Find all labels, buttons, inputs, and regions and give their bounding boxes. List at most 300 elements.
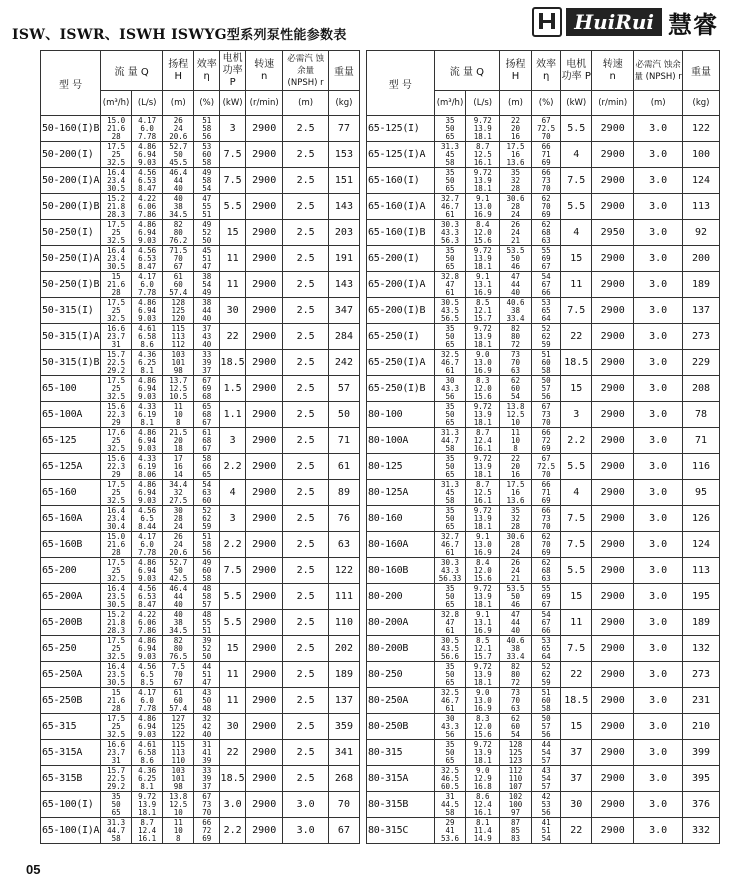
head-cell: 87 85 83 [500, 818, 532, 844]
power-cell: 37 [561, 740, 592, 766]
speed-cell: 2900 [592, 376, 634, 402]
npsh-cell: 3.0 [634, 220, 683, 246]
flow-ls-cell: 4.86 6.94 9.03 [132, 142, 163, 168]
speed-cell: 2900 [592, 324, 634, 350]
table-row [367, 714, 720, 740]
power-cell: 5.5 [220, 610, 246, 636]
speed-cell: 2900 [246, 818, 283, 844]
weight-cell: 189 [328, 662, 359, 688]
model-cell: 80-315B [367, 792, 435, 818]
speed-cell: 2900 [592, 168, 634, 194]
speed-cell: 2900 [592, 246, 634, 272]
head-cell: 103 101 98 [163, 766, 194, 792]
model-cell: 65-315A [41, 740, 101, 766]
col-speed: 转速 n [246, 51, 283, 91]
efficiency-cell: 33 39 37 [194, 350, 220, 376]
power-cell: 3.0 [220, 792, 246, 818]
table-row [367, 324, 720, 350]
npsh-cell: 2.5 [283, 636, 329, 662]
table-row [367, 142, 720, 168]
table-row [41, 324, 360, 350]
model-cell: 80-315A [367, 766, 435, 792]
unit-ls: (L/s) [466, 91, 500, 116]
weight-cell: 210 [682, 714, 719, 740]
npsh-cell: 3.0 [634, 298, 683, 324]
table-row [41, 636, 360, 662]
power-cell: 4 [220, 480, 246, 506]
efficiency-cell: 44 51 47 [194, 662, 220, 688]
power-cell: 22 [220, 324, 246, 350]
head-cell: 17 16 14 [163, 454, 194, 480]
weight-cell: 341 [328, 740, 359, 766]
model-cell: 65-100A [41, 402, 101, 428]
flow-ls-cell: 4.86 6.94 9.03 [132, 220, 163, 246]
head-cell: 127 125 122 [163, 714, 194, 740]
head-cell: 62 60 54 [500, 376, 532, 402]
head-cell: 26 24 20.6 [163, 532, 194, 558]
efficiency-cell: 67 72.5 70 [531, 454, 561, 480]
efficiency-cell: 53 65 64 [531, 636, 561, 662]
speed-cell: 2900 [246, 636, 283, 662]
model-cell: 65-125A [41, 454, 101, 480]
model-cell: 80-200B [367, 636, 435, 662]
npsh-cell: 2.5 [283, 454, 329, 480]
table-row [41, 116, 360, 142]
power-cell: 11 [561, 610, 592, 636]
flow-m3h-cell: 35 50 65 [434, 506, 466, 532]
head-cell: 73 70 63 [500, 350, 532, 376]
efficiency-cell: 44 54 57 [531, 740, 561, 766]
flow-m3h-cell: 17.6 25 32.5 [101, 428, 132, 454]
efficiency-cell: 62 68 63 [531, 558, 561, 584]
table-row [367, 740, 720, 766]
col-head: 扬程 H [500, 51, 532, 91]
weight-cell: 347 [328, 298, 359, 324]
power-cell: 15 [561, 376, 592, 402]
flow-m3h-cell: 15 21.6 28 [101, 688, 132, 714]
flow-ls-cell: 8.3 12.0 15.6 [466, 376, 500, 402]
flow-ls-cell: 4.22 6.06 7.86 [132, 194, 163, 220]
efficiency-cell: 58 66 65 [194, 454, 220, 480]
flow-m3h-cell: 31.3 44.7 58 [434, 428, 466, 454]
efficiency-cell: 38 54 49 [194, 272, 220, 298]
flow-m3h-cell: 17.5 25 32.5 [101, 636, 132, 662]
weight-cell: 395 [682, 766, 719, 792]
speed-cell: 2900 [592, 766, 634, 792]
flow-ls-cell: 4.86 6.94 9.03 [132, 480, 163, 506]
model-cell: 50-200(I)A [41, 168, 101, 194]
power-cell: 1.5 [220, 376, 246, 402]
speed-cell: 2900 [246, 428, 283, 454]
speed-cell: 2900 [246, 506, 283, 532]
flow-ls-cell: 9.1 13.1 16.9 [466, 610, 500, 636]
npsh-cell: 2.5 [283, 506, 329, 532]
table-row [41, 792, 360, 818]
flow-m3h-cell: 17.5 25 32.5 [101, 376, 132, 402]
head-cell: 102 100 97 [500, 792, 532, 818]
model-cell: 50-250(I)B [41, 272, 101, 298]
speed-cell: 2900 [246, 740, 283, 766]
speed-cell: 2900 [246, 272, 283, 298]
weight-cell: 89 [328, 480, 359, 506]
speed-cell: 2900 [592, 480, 634, 506]
weight-cell: 100 [682, 142, 719, 168]
flow-ls-cell: 8.7 12.4 16.1 [466, 428, 500, 454]
model-cell: 65-200(I)A [367, 272, 435, 298]
npsh-cell: 3.0 [634, 532, 683, 558]
flow-m3h-cell: 31.3 45 58 [434, 480, 466, 506]
table-row [41, 220, 360, 246]
power-cell: 7.5 [220, 142, 246, 168]
power-cell: 5.5 [561, 558, 592, 584]
head-cell: 30.6 28 24 [500, 532, 532, 558]
weight-cell: 124 [682, 168, 719, 194]
model-cell: 50-315(I)B [41, 350, 101, 376]
flow-ls-cell: 9.72 13.9 18.1 [466, 506, 500, 532]
flow-ls-cell: 8.7 12.5 16.1 [466, 142, 500, 168]
head-cell: 103 101 98 [163, 350, 194, 376]
weight-cell: 78 [682, 402, 719, 428]
flow-ls-cell: 4.56 6.53 8.47 [132, 168, 163, 194]
model-cell: 80-160 [367, 506, 435, 532]
model-cell: 65-200(I) [367, 246, 435, 272]
model-cell: 65-200 [41, 558, 101, 584]
power-cell: 22 [561, 324, 592, 350]
speed-cell: 2900 [246, 766, 283, 792]
efficiency-cell: 49 52 50 [194, 220, 220, 246]
model-cell: 80-200A [367, 610, 435, 636]
npsh-cell: 3.0 [634, 506, 683, 532]
flow-ls-cell: 9.72 13.9 18.1 [466, 454, 500, 480]
flow-ls-cell: 8.1 11.4 14.9 [466, 818, 500, 844]
weight-cell: 143 [328, 194, 359, 220]
speed-cell: 2900 [246, 298, 283, 324]
model-cell: 80-125A [367, 480, 435, 506]
weight-cell: 273 [682, 324, 719, 350]
table-row [367, 558, 720, 584]
table-row [41, 480, 360, 506]
weight-cell: 70 [328, 792, 359, 818]
model-cell: 65-160(I)A [367, 194, 435, 220]
power-cell: 18.5 [220, 766, 246, 792]
flow-m3h-cell: 16.6 23.7 31 [101, 324, 132, 350]
weight-cell: 195 [682, 584, 719, 610]
flow-ls-cell: 4.86 6.94 9.03 [132, 428, 163, 454]
efficiency-cell: 62 70 69 [531, 194, 561, 220]
efficiency-cell: 51 58 56 [194, 532, 220, 558]
flow-ls-cell: 4.17 6.0 7.78 [132, 688, 163, 714]
flow-m3h-cell: 35 50 65 [434, 168, 466, 194]
efficiency-cell: 33 39 37 [194, 766, 220, 792]
flow-m3h-cell: 30 43.3 56 [434, 376, 466, 402]
power-cell: 4 [561, 220, 592, 246]
weight-cell: 359 [328, 714, 359, 740]
npsh-cell: 3.0 [634, 766, 683, 792]
model-cell: 65-160(I) [367, 168, 435, 194]
efficiency-cell: 51 60 58 [531, 350, 561, 376]
head-cell: 40.6 38 33.4 [500, 298, 532, 324]
efficiency-cell: 67 69 68 [194, 376, 220, 402]
flow-ls-cell: 4.17 6.0 7.78 [132, 272, 163, 298]
weight-cell: 61 [328, 454, 359, 480]
power-cell: 2.2 [220, 818, 246, 844]
head-cell: 52.7 50 42.5 [163, 558, 194, 584]
flow-ls-cell: 8.5 12.1 15.7 [466, 298, 500, 324]
efficiency-cell: 48 55 51 [194, 610, 220, 636]
efficiency-cell: 67 73 70 [531, 402, 561, 428]
flow-ls-cell: 9.72 13.9 18.1 [466, 662, 500, 688]
efficiency-cell: 50 57 56 [531, 714, 561, 740]
table-row [367, 454, 720, 480]
table-row [41, 714, 360, 740]
power-cell: 15 [561, 246, 592, 272]
title-suffix: 型系列泵性能参数表 [226, 28, 347, 43]
flow-m3h-cell: 32.7 46.7 61 [434, 194, 466, 220]
weight-cell: 202 [328, 636, 359, 662]
col-flow: 流 量 Q [101, 51, 163, 91]
model-cell: 80-315C [367, 818, 435, 844]
unit-m: (m) [500, 91, 532, 116]
head-cell: 13.7 12.5 10.5 [163, 376, 194, 402]
weight-cell: 124 [682, 532, 719, 558]
flow-ls-cell: 8.5 12.1 15.7 [466, 636, 500, 662]
npsh-cell: 3.0 [634, 714, 683, 740]
npsh-cell: 2.5 [283, 168, 329, 194]
flow-ls-cell: 9.72 13.9 18.1 [466, 740, 500, 766]
model-cell: 80-250B [367, 714, 435, 740]
power-cell: 7.5 [561, 636, 592, 662]
flow-m3h-cell: 32.5 46.7 61 [434, 688, 466, 714]
unit-kw: (kW) [561, 91, 592, 116]
power-cell: 18.5 [561, 350, 592, 376]
weight-cell: 113 [682, 558, 719, 584]
head-cell: 73 70 63 [500, 688, 532, 714]
table-row [41, 454, 360, 480]
npsh-cell: 3.0 [634, 480, 683, 506]
table-row [41, 766, 360, 792]
flow-m3h-cell: 31.3 45 58 [434, 142, 466, 168]
flow-m3h-cell: 32.7 46.7 61 [434, 532, 466, 558]
speed-cell: 2900 [592, 506, 634, 532]
weight-cell: 143 [328, 272, 359, 298]
weight-cell: 113 [682, 194, 719, 220]
power-cell: 3 [220, 506, 246, 532]
model-cell: 65-250A [41, 662, 101, 688]
model-cell: 65-100 [41, 376, 101, 402]
npsh-cell: 2.5 [283, 272, 329, 298]
table-row [367, 246, 720, 272]
brand-logo [532, 6, 718, 38]
flow-ls-cell: 4.17 6.0 7.78 [132, 532, 163, 558]
col-efficiency: 效率 η [194, 51, 220, 91]
table-row [41, 688, 360, 714]
weight-cell: 208 [682, 376, 719, 402]
efficiency-cell: 47 55 51 [194, 194, 220, 220]
table-row [367, 272, 720, 298]
flow-m3h-cell: 30.5 43.5 56.6 [434, 636, 466, 662]
npsh-cell: 2.5 [283, 402, 329, 428]
weight-cell: 67 [328, 818, 359, 844]
flow-ls-cell: 4.61 6.58 8.6 [132, 740, 163, 766]
col-flow: 流 量 Q [434, 51, 500, 91]
efficiency-cell: 66 71 69 [531, 142, 561, 168]
power-cell: 11 [220, 272, 246, 298]
speed-cell: 2900 [246, 194, 283, 220]
head-cell: 11 10 8 [163, 818, 194, 844]
weight-cell: 111 [328, 584, 359, 610]
model-cell: 65-250(I)B [367, 376, 435, 402]
npsh-cell: 3.0 [634, 662, 683, 688]
flow-m3h-cell: 35 50 65 [434, 740, 466, 766]
head-cell: 61 60 57.4 [163, 272, 194, 298]
unit-m3h: (m³/h) [434, 91, 466, 116]
flow-ls-cell: 4.86 6.94 9.03 [132, 298, 163, 324]
model-cell: 65-250B [41, 688, 101, 714]
head-cell: 47 44 40 [500, 610, 532, 636]
head-cell: 35 32 28 [500, 506, 532, 532]
model-cell: 65-125(I) [367, 116, 435, 142]
unit-kg: (kg) [682, 91, 719, 116]
table-row [367, 532, 720, 558]
flow-ls-cell: 4.36 6.25 8.1 [132, 766, 163, 792]
model-cell: 65-160A [41, 506, 101, 532]
flow-m3h-cell: 15.2 21.8 28.3 [101, 194, 132, 220]
head-cell: 40 38 34.5 [163, 610, 194, 636]
speed-cell: 2900 [592, 402, 634, 428]
flow-ls-cell: 4.56 6.53 8.47 [132, 584, 163, 610]
unit-m: (m) [163, 91, 194, 116]
col-power: 电机 功率 P [561, 51, 592, 91]
table-row [367, 610, 720, 636]
npsh-cell: 2.5 [283, 220, 329, 246]
power-cell: 11 [220, 662, 246, 688]
npsh-cell: 3.0 [634, 740, 683, 766]
npsh-cell: 3.0 [634, 272, 683, 298]
speed-cell: 2900 [592, 350, 634, 376]
npsh-cell: 2.5 [283, 298, 329, 324]
speed-cell: 2900 [246, 220, 283, 246]
flow-m3h-cell: 17.5 25 32.5 [101, 220, 132, 246]
table-row [41, 142, 360, 168]
weight-cell: 231 [682, 688, 719, 714]
head-cell: 112 110 107 [500, 766, 532, 792]
efficiency-cell: 49 60 58 [194, 558, 220, 584]
model-cell: 65-200B [41, 610, 101, 636]
table-row [41, 194, 360, 220]
efficiency-cell: 38 44 40 [194, 298, 220, 324]
head-cell: 82 80 72 [500, 324, 532, 350]
speed-cell: 2900 [592, 532, 634, 558]
flow-m3h-cell: 32.5 46.7 61 [434, 350, 466, 376]
speed-cell: 2900 [246, 350, 283, 376]
flow-ls-cell: 9.72 13.9 18.1 [466, 116, 500, 142]
speed-cell: 2900 [592, 298, 634, 324]
table-row [367, 506, 720, 532]
npsh-cell: 2.5 [283, 558, 329, 584]
flow-ls-cell: 9.72 13.9 18.1 [466, 324, 500, 350]
speed-cell: 2900 [592, 272, 634, 298]
table-row [367, 818, 720, 844]
flow-m3h-cell: 35 50 65 [434, 662, 466, 688]
npsh-cell: 3.0 [634, 688, 683, 714]
weight-cell: 57 [328, 376, 359, 402]
flow-ls-cell: 4.36 6.25 8.1 [132, 350, 163, 376]
model-cell: 65-250 [41, 636, 101, 662]
table-row [41, 428, 360, 454]
flow-m3h-cell: 17.5 25 32.5 [101, 558, 132, 584]
flow-ls-cell: 9.0 13.0 16.9 [466, 688, 500, 714]
table-row [367, 584, 720, 610]
weight-cell: 284 [328, 324, 359, 350]
power-cell: 4 [561, 142, 592, 168]
head-cell: 7.5 70 67 [163, 662, 194, 688]
power-cell: 11 [561, 272, 592, 298]
efficiency-cell: 67 72.5 70 [531, 116, 561, 142]
power-cell: 5.5 [220, 194, 246, 220]
col-head: 扬程 H [163, 51, 194, 91]
head-cell: 11 10 8 [163, 402, 194, 428]
flow-ls-cell: 8.7 12.5 16.1 [466, 480, 500, 506]
efficiency-cell: 39 52 50 [194, 636, 220, 662]
unit-rmin: (r/min) [246, 91, 283, 116]
efficiency-cell: 43 54 57 [531, 766, 561, 792]
flow-m3h-cell: 15.7 22.5 29.2 [101, 766, 132, 792]
unit-ls: (L/s) [132, 91, 163, 116]
speed-cell: 2900 [246, 480, 283, 506]
flow-ls-cell: 4.86 6.94 9.03 [132, 714, 163, 740]
npsh-cell: 3.0 [634, 610, 683, 636]
unit-kw: (kW) [220, 91, 246, 116]
head-cell: 128 125 120 [163, 298, 194, 324]
flow-m3h-cell: 15 21.6 28 [101, 272, 132, 298]
power-cell: 18.5 [220, 350, 246, 376]
model-cell: 65-125(I)A [367, 142, 435, 168]
speed-cell: 2900 [246, 324, 283, 350]
head-cell: 21.5 20 18 [163, 428, 194, 454]
model-cell: 80-100A [367, 428, 435, 454]
npsh-cell: 2.5 [283, 662, 329, 688]
efficiency-cell: 66 71 69 [531, 480, 561, 506]
head-cell: 47 44 40 [500, 272, 532, 298]
performance-table-left [40, 50, 360, 844]
speed-cell: 2900 [592, 194, 634, 220]
table-row [367, 636, 720, 662]
head-cell: 115 113 112 [163, 324, 194, 350]
flow-m3h-cell: 16.4 23.4 30.5 [101, 246, 132, 272]
flow-m3h-cell: 16.4 23.5 30.5 [101, 584, 132, 610]
speed-cell: 2900 [592, 714, 634, 740]
efficiency-cell: 41 51 54 [531, 818, 561, 844]
speed-cell: 2900 [592, 740, 634, 766]
power-cell: 30 [561, 792, 592, 818]
flow-ls-cell: 9.1 13.0 16.9 [466, 194, 500, 220]
npsh-cell: 3.0 [634, 324, 683, 350]
table-row [367, 688, 720, 714]
table-row [41, 558, 360, 584]
flow-m3h-cell: 32.8 47 61 [434, 272, 466, 298]
power-cell: 7.5 [220, 168, 246, 194]
npsh-cell: 2.5 [283, 246, 329, 272]
model-cell: 65-100(I)A [41, 818, 101, 844]
head-cell: 52.7 50 45.5 [163, 142, 194, 168]
power-cell: 11 [220, 246, 246, 272]
weight-cell: 376 [682, 792, 719, 818]
efficiency-cell: 55 69 67 [531, 246, 561, 272]
table-row [367, 116, 720, 142]
col-npsh: 必需汽 蚀余量 (NPSH) r [634, 51, 683, 91]
page-number: 05 [26, 862, 41, 877]
npsh-cell: 3.0 [634, 402, 683, 428]
